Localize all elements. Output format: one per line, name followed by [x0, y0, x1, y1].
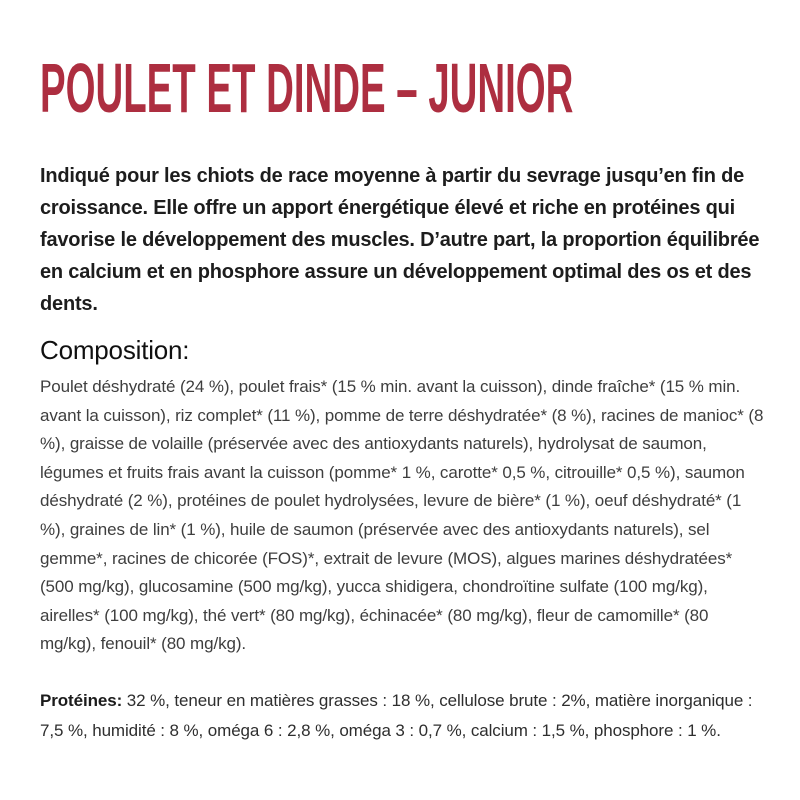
analysis-values: 32 %, teneur en matières grasses : 18 %, cellulose brute : 2%, matière inorganique : 7,5 %, humidité : 8 %, oméga 6 : 2,8 %, oméga 3 : 0,7 %, calcium : 1,5 %, phosphore : 1 %. — [40, 690, 753, 740]
composition-heading: Composition: — [40, 335, 190, 365]
analytical-constituents — [40, 686, 764, 746]
composition-text: Poulet déshydraté (24 %), poulet frais* (15 % min. avant la cuisson), dinde fraîche* (15 % min. avant la cuisson), riz complet* (11 %), pomme de terre déshydratée* (8 %), racines de manioc* (8 %), graisse de volaille (préservée avec des antioxydants naturels), hydrolysat de saumon, légumes et fruits frais avant la cuisson (pomme* 1 %, carotte* 0,5 %, citrouille* 0,5 %), saumon déshydraté (2 %), protéines de poulet hydrolysées, levure de bière* (1 %), oeuf déshydraté* (1 %), graines de lin* (1 %), huile de saumon (préservée avec des antioxydants naturels), sel gemme*, racines de chicorée (FOS)*, extrait de levure (MOS), algues marines déshydratées* (500 mg/kg), glucosamine (500 mg/kg), yucca shidigera, chondroïtine sulfate (100 mg/kg), airelles* (100 mg/kg), thé vert* (80 mg/kg), échinacée* (80 mg/kg), fleur de camomille* (80 mg/kg), fenouil* (80 mg/kg). — [40, 377, 764, 654]
analysis-label: Protéines: — [40, 690, 123, 710]
product-title: POULET ET DINDE – JUNIOR — [40, 49, 574, 128]
product-description: Indiqué pour les chiots de race moyenne à partir du sevrage jusqu’en fin de croissance. Elle offre un apport énergétique élevé et riche en protéines qui favorise le développement des muscles. D’autre part, la proportion équilibrée en calcium et en phosphore assure un développement optimal des os et des dents. — [40, 165, 760, 315]
